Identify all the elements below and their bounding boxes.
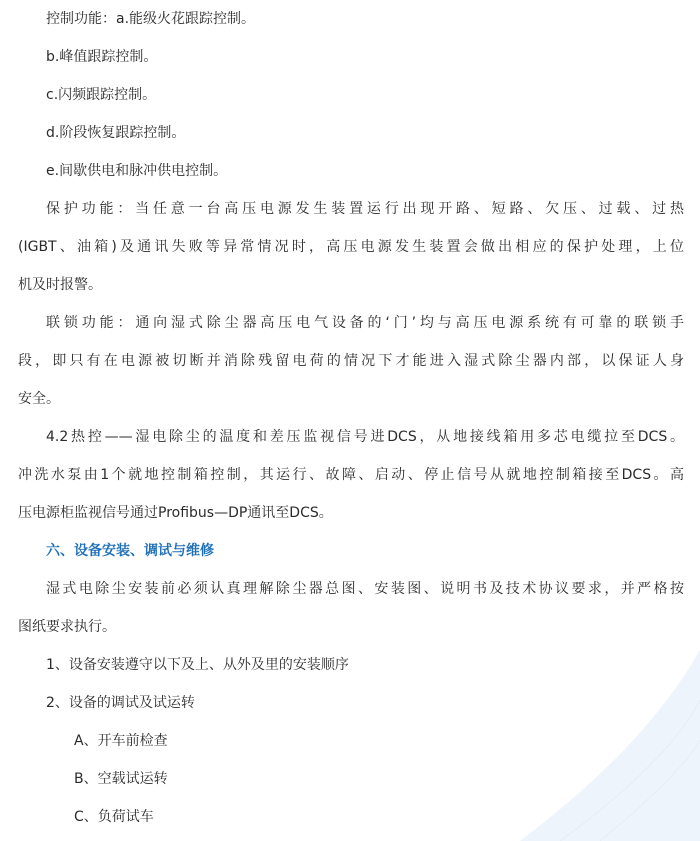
interlock-function-line-2: 段，即只有在电源被切断并消除残留电荷的情况下才能进入湿式除尘器内部，以保证人身 xyxy=(18,353,684,369)
installation-item-2: 2、设备的调试及试运转 xyxy=(46,695,195,711)
interlock-function-line-3: 安全。 xyxy=(18,391,60,407)
thermal-control-line-3: 压电源柜监视信号通过Profibus—DP通讯至DCS。 xyxy=(18,505,333,521)
control-function-e: e.间歇供电和脉冲供电控制。 xyxy=(46,163,228,179)
installation-subitem-c: C、负荷试车 xyxy=(74,809,154,825)
section-heading-installation: 六、设备安装、调试与维修 xyxy=(46,543,214,559)
thermal-control-line-2: 冲洗水泵由1个就地控制箱控制，其运行、故障、启动、停止信号从就地控制箱接至DCS。高 xyxy=(18,467,684,483)
protection-function-line-3: 机及时报警。 xyxy=(18,277,102,293)
interlock-function-line-1: 联锁功能：通向湿式除尘器高压电气设备的‘门’均与高压电源系统有可靠的联锁手 xyxy=(46,315,684,331)
installation-subitem-b: B、空载试运转 xyxy=(74,771,168,787)
protection-function-line-2: (IGBT、油箱)及通讯失败等异常情况时，高压电源发生装置会做出相应的保护处理，上位 xyxy=(18,239,684,255)
thermal-control-line-1: 4.2热控——湿电除尘的温度和差压监视信号进DCS，从地接线箱用多芯电缆拉至DCS。 xyxy=(46,429,684,445)
installation-subitem-a: A、开车前检查 xyxy=(74,733,168,749)
document-content xyxy=(18,0,684,836)
installation-intro-line-1: 湿式电除尘安装前必须认真理解除尘器总图、安装图、说明书及技术协议要求，并严格按 xyxy=(46,581,684,597)
control-function-b: b.峰值跟踪控制。 xyxy=(46,49,158,65)
control-function-c: c.闪频跟踪控制。 xyxy=(46,87,157,103)
control-function-d: d.阶段恢复跟踪控制。 xyxy=(46,125,186,141)
installation-item-1: 1、设备安装遵守以下及上、从外及里的安装顺序 xyxy=(46,657,349,673)
control-function-a: 控制功能：a.能级火花跟踪控制。 xyxy=(46,11,256,27)
installation-intro-line-2: 图纸要求执行。 xyxy=(18,619,116,635)
protection-function-line-1: 保护功能：当任意一台高压电源发生装置运行出现开路、短路、欠压、过载、过热 xyxy=(46,201,684,217)
